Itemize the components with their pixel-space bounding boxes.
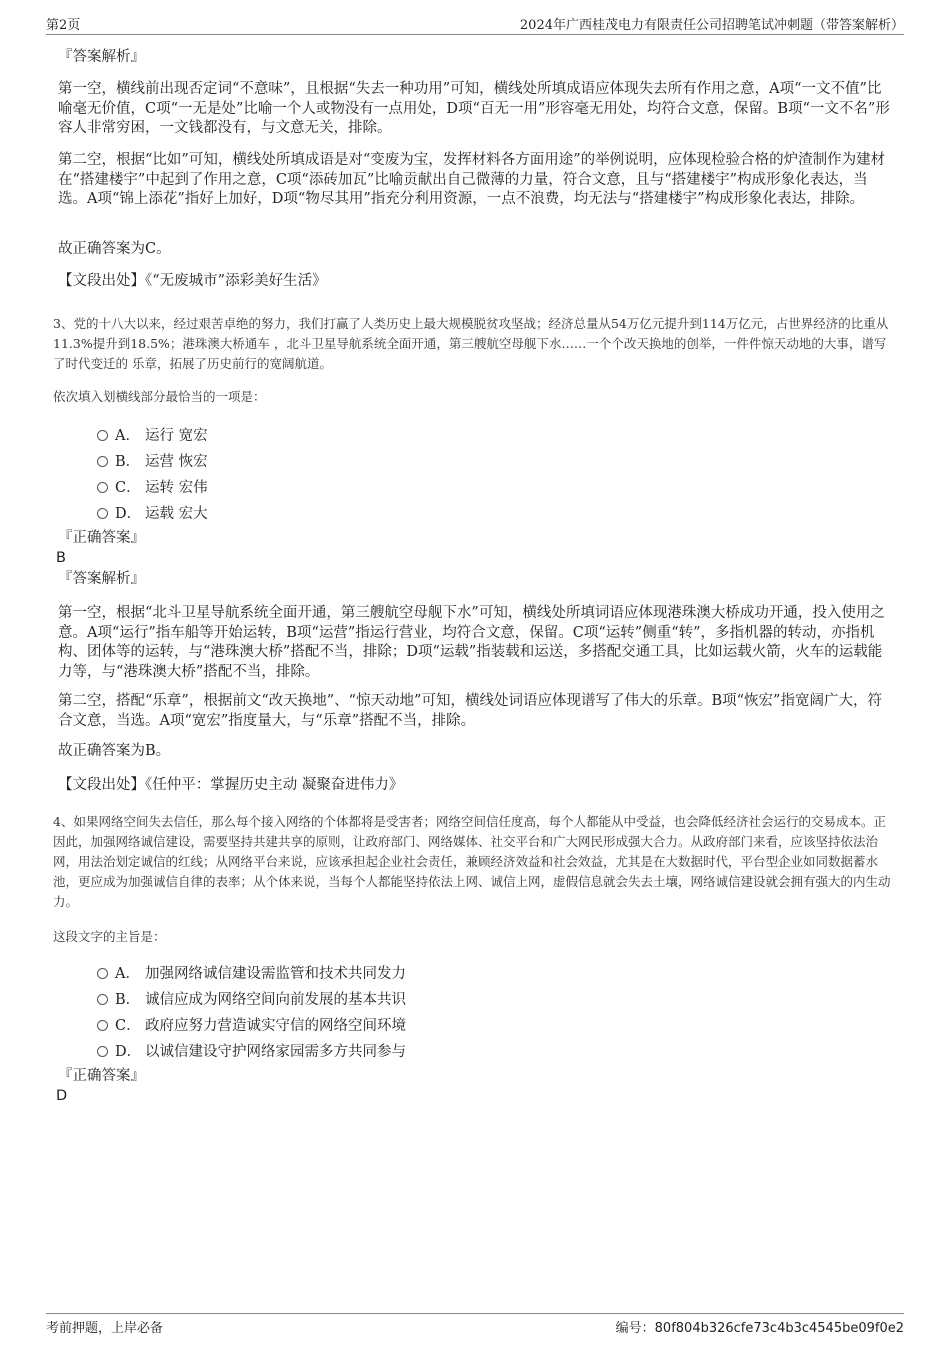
analysis-paragraph: 第一空，横线前出现否定词“不意味”，且根据“失去一种功用”可知，横线处所填成语应体现失去所有作用之意，A项“一文不值”比喻毫无价值，C项“一无是处”比喻一个人或物没有一点用处，D项“百无一用”形容毫无用处，均符合文意，保留。B项“一文不名”形容人非常穷困，一文钱都没有，与文意无关，排除。 — [58, 81, 890, 136]
analysis-label: 『答案解析』 — [58, 571, 145, 587]
radio-icon[interactable] — [97, 994, 108, 1005]
question-stem: 4、如果网络空间失去信任，那么每个接入网络的个体都将是受害者；网络空间信任度高，每个人都能从中受益，也会降低经济社会运行的交易成本。正因此，加强网络诚信建设，需要坚持共建共享的原则，让政府部门、网络媒体、社交平台和广大网民形成强大合力。从政府部门来看，应该坚持依法治网，用法治划定诚信的红线；从网络平台来说，应该承担起企业社会责任，兼顾经济效益和社会效益，尤其是在大数据时代，平台型企业如同数据蓄水池，更应成为加强诚信自律的表率；从个体来说，当每个人都能坚持依法上网、诚信上网，虚假信息就会失去土壤，网络诚信建设就会拥有强大的内生动力。 — [53, 814, 891, 909]
option-a[interactable]: A． 运行 宽宏 — [97, 424, 208, 444]
page-footer — [46, 1313, 904, 1336]
analysis-paragraph: 第二空，搭配“乐章”，根据前文“改天换地”、“惊天动地”可知，横线处词语应体现谱写了伟大的乐章。B项“恢宏”指宽阔广大，符合文意，当选。A项“宽宏”指度量大，与“乐章”搭配不当，排除。 — [58, 693, 882, 729]
question-prompt: 依次填入划横线部分最恰当的一项是： — [53, 389, 266, 404]
option-b[interactable]: B． 诚信应成为网络空间向前发展的基本共识 — [97, 988, 406, 1008]
radio-icon[interactable] — [97, 1020, 108, 1031]
radio-icon[interactable] — [97, 1046, 108, 1057]
correct-answer: B — [56, 550, 66, 566]
question-stem: 3、党的十八大以来，经过艰苦卓绝的努力，我们打赢了人类历史上最大规模脱贫攻坚战；经济总量从54万亿元提升到114万亿元，占世界经济的比重从11.3%提升到18.5%；港珠澳大桥通车 ，北斗卫星导航系统全面开通，第三艘航空母舰下水……一个个改天换地的创举，一件件惊天动地的大事，谱写了时代变迁的 乐章，拓展了历史前行的宽阔航道。 — [53, 316, 889, 371]
radio-icon[interactable] — [97, 508, 108, 519]
option-d[interactable]: D． 运载 宏大 — [97, 502, 208, 522]
footer-slogan: 考前押题，上岸必备 — [46, 1321, 164, 1336]
source-citation: 【文段出处】《任仲平：掌握历史主动 凝聚奋进伟力》 — [58, 777, 404, 793]
radio-icon[interactable] — [97, 482, 108, 493]
radio-icon[interactable] — [97, 430, 108, 441]
document-code: 编号：80f804b326cfe73c4b3c4545be09f0e2 — [615, 1321, 904, 1336]
document-title: 2024年广西桂茂电力有限责任公司招聘笔试冲刺题（带答案解析） — [519, 18, 904, 33]
analysis-label: 『答案解析』 — [58, 49, 145, 65]
correct-answer: D — [56, 1088, 68, 1104]
option-c[interactable]: C． 运转 宏伟 — [97, 476, 208, 496]
page-header — [46, 14, 904, 35]
option-a[interactable]: A． 加强网络诚信建设需监管和技术共同发力 — [97, 962, 406, 982]
radio-icon[interactable] — [97, 456, 108, 467]
correct-answer-label: 『正确答案』 — [58, 530, 145, 546]
page-number: 第2页 — [46, 18, 81, 33]
source-citation: 【文段出处】《“无废城市”添彩美好生活》 — [58, 273, 327, 289]
analysis-paragraph: 第二空，根据“比如”可知，横线处所填成语是对“变废为宝，发挥材料各方面用途”的举例说明，应体现检验合格的炉渣制作为建材在“搭建楼宇”中起到了作用之意，C项“添砖加瓦”比喻贡献出自己微薄的力量，符合文意，且与“搭建楼宇”构成形象化表达，当选。A项“锦上添花”指好上加好，D项“物尽其用”指充分利用资源，一点不浪费，均无法与“搭建楼宇”构成形象化表达，排除。 — [58, 152, 886, 207]
analysis-paragraph: 第一空，根据“北斗卫星导航系统全面开通，第三艘航空母舰下水”可知，横线处所填词语应体现港珠澳大桥成功开通，投入使用之意。A项“运行”指车船等开始运转，B项“运营”指运行营业，均符合文意，保留。C项“运转”侧重“转”，多指机器的转动，亦指机构、团体等的运转，与“港珠澳大桥”搭配不当，排除；D项“运载”指装载和运送，多搭配交通工具，比如运载火箭，火车的运载能力等，与“港珠澳大桥”搭配不当，排除。 — [58, 605, 885, 680]
option-b[interactable]: B． 运营 恢宏 — [97, 450, 208, 470]
option-c[interactable]: C． 政府应努力营造诚实守信的网络空间环境 — [97, 1014, 406, 1034]
radio-icon[interactable] — [97, 968, 108, 979]
correct-answer-label: 『正确答案』 — [58, 1068, 145, 1084]
answer-conclusion: 故正确答案为C。 — [58, 241, 171, 257]
question-prompt: 这段文字的主旨是： — [53, 929, 166, 944]
option-d[interactable]: D． 以诚信建设守护网络家园需多方共同参与 — [97, 1040, 406, 1060]
answer-conclusion: 故正确答案为B。 — [58, 743, 171, 759]
